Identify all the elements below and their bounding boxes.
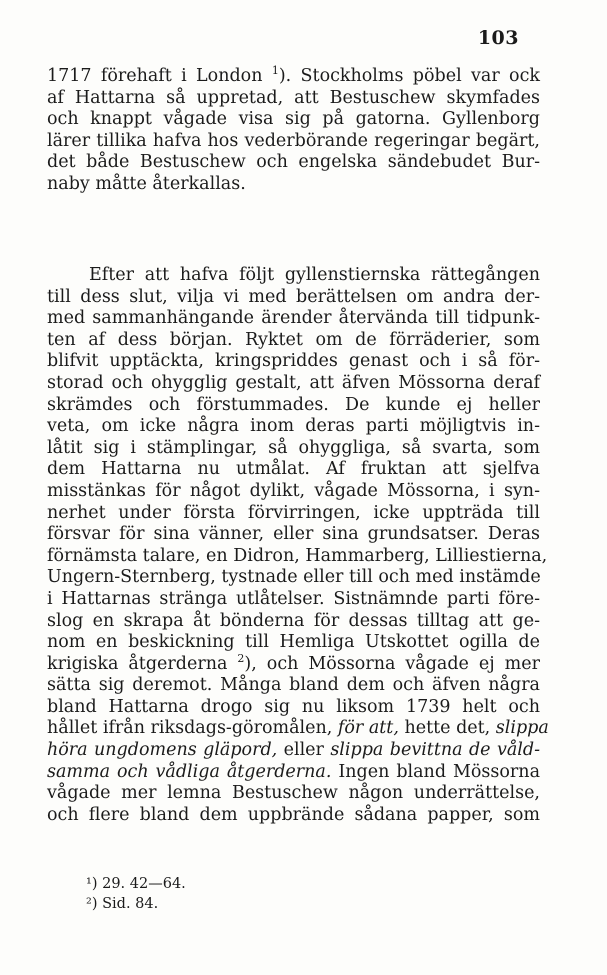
text-line: samma och vådliga åtgerderna. Ingen bland Mössorna xyxy=(47,761,540,782)
text-line: hållet ifrån riksdags-göromålen, för att, hette det, slippa xyxy=(47,718,549,739)
italic-text: höra ungdomens gläpord, xyxy=(47,740,278,761)
footnote-ref-2: 2 xyxy=(237,651,245,665)
text-line: veta, om icke några inom deras parti möjligtvis in- xyxy=(47,416,540,437)
footnotes xyxy=(86,874,186,914)
text-line: krigiska åtgerderna $^2$), och Mössorna vågade ej mer xyxy=(47,651,540,674)
text-line: af Hattarna så uppretad, att Bestuschew skymfades xyxy=(47,87,540,108)
text-line: och knappt vågade visa sig på gatorna. Gyllenborg xyxy=(47,109,540,130)
italic-text: slippa xyxy=(495,718,549,739)
text-line: förnämsta talare, en Didron, Hammarberg, Lilliestierna, xyxy=(47,545,548,566)
text-line: sätta sig deremot. Många bland dem och äfven några xyxy=(47,675,540,696)
footnote-1: ¹) 29. 42—64. xyxy=(86,876,186,892)
text-line: låtit sig i stämplingar, så ohyggliga, så svarta, som xyxy=(47,437,540,458)
italic-text: för att, xyxy=(337,718,399,739)
text-line: höra ungdomens gläpord, eller slippa bevittna de våld- xyxy=(47,740,540,761)
text-line: lärer tillika hafva hos vederbörande regeringar begärt, xyxy=(47,130,540,151)
text-line: nom en beskickning till Hemliga Utskottet ogilla de xyxy=(47,632,540,653)
text-line: slog en skrapa åt bönderna för dessas tilltag att ge- xyxy=(47,610,540,631)
text-line: med sammanhängande ärender återvända till tidpunk- xyxy=(47,308,540,329)
text-line: blifvit upptäckta, kringspriddes genast och i så för- xyxy=(47,351,540,372)
text-line: naby måtte återkallas. xyxy=(47,173,246,194)
text-line: skrämdes och förstummades. De kunde ej heller xyxy=(47,394,540,415)
italic-text: slippa bevittna de våld- xyxy=(330,740,540,761)
text-line: misstänkas för något dylikt, vågade Mössorna, i syn- xyxy=(47,480,540,501)
text-line: nerhet under första förvirringen, icke uppträda till xyxy=(47,502,540,523)
paragraph-1 xyxy=(47,66,540,196)
text-line: 1717 förehaft i London $^1$). Stockholms pöbel var ock xyxy=(47,64,540,86)
text-line: till dess slut, vilja vi med berättelsen om andra der- xyxy=(47,286,540,307)
paragraph-2 xyxy=(47,265,549,826)
footnote-2: ²) Sid. 84. xyxy=(86,896,159,912)
page-number: 103 xyxy=(477,27,519,49)
text-line: bland Hattarna drogo sig nu liksom 1739 helt och xyxy=(47,696,540,717)
text-line: Efter att hafva följt gyllenstiernska rättegången xyxy=(89,265,540,285)
text-line: ten af dess början. Ryktet om de förräderier, som xyxy=(47,329,540,350)
text-line: vågade mer lemna Bestuschew någon underrättelse, xyxy=(47,783,540,804)
text-line: storad och ohygglig gestalt, att äfven Mössorna deraf xyxy=(47,372,540,393)
text-line: och flere bland dem uppbrände sådana papper, som xyxy=(47,804,540,825)
italic-text: samma och vådliga åtgerderna. xyxy=(47,761,332,782)
text-line: i Hattarnas stränga utlåtelser. Sistnämnde parti före- xyxy=(47,588,540,609)
text-line: Ungern-Sternberg, tystnade eller till och med instämde xyxy=(47,567,541,588)
footnote-ref-1: 1 xyxy=(271,64,279,78)
text-line: det både Bestuschew och engelska sändebudet Bur- xyxy=(47,152,540,173)
text-line: försvar för sina vänner, eller sina grundsatser. Deras xyxy=(47,524,540,545)
text-line: dem Hattarna nu utmålat. Af fruktan att sjelfva xyxy=(47,459,540,480)
